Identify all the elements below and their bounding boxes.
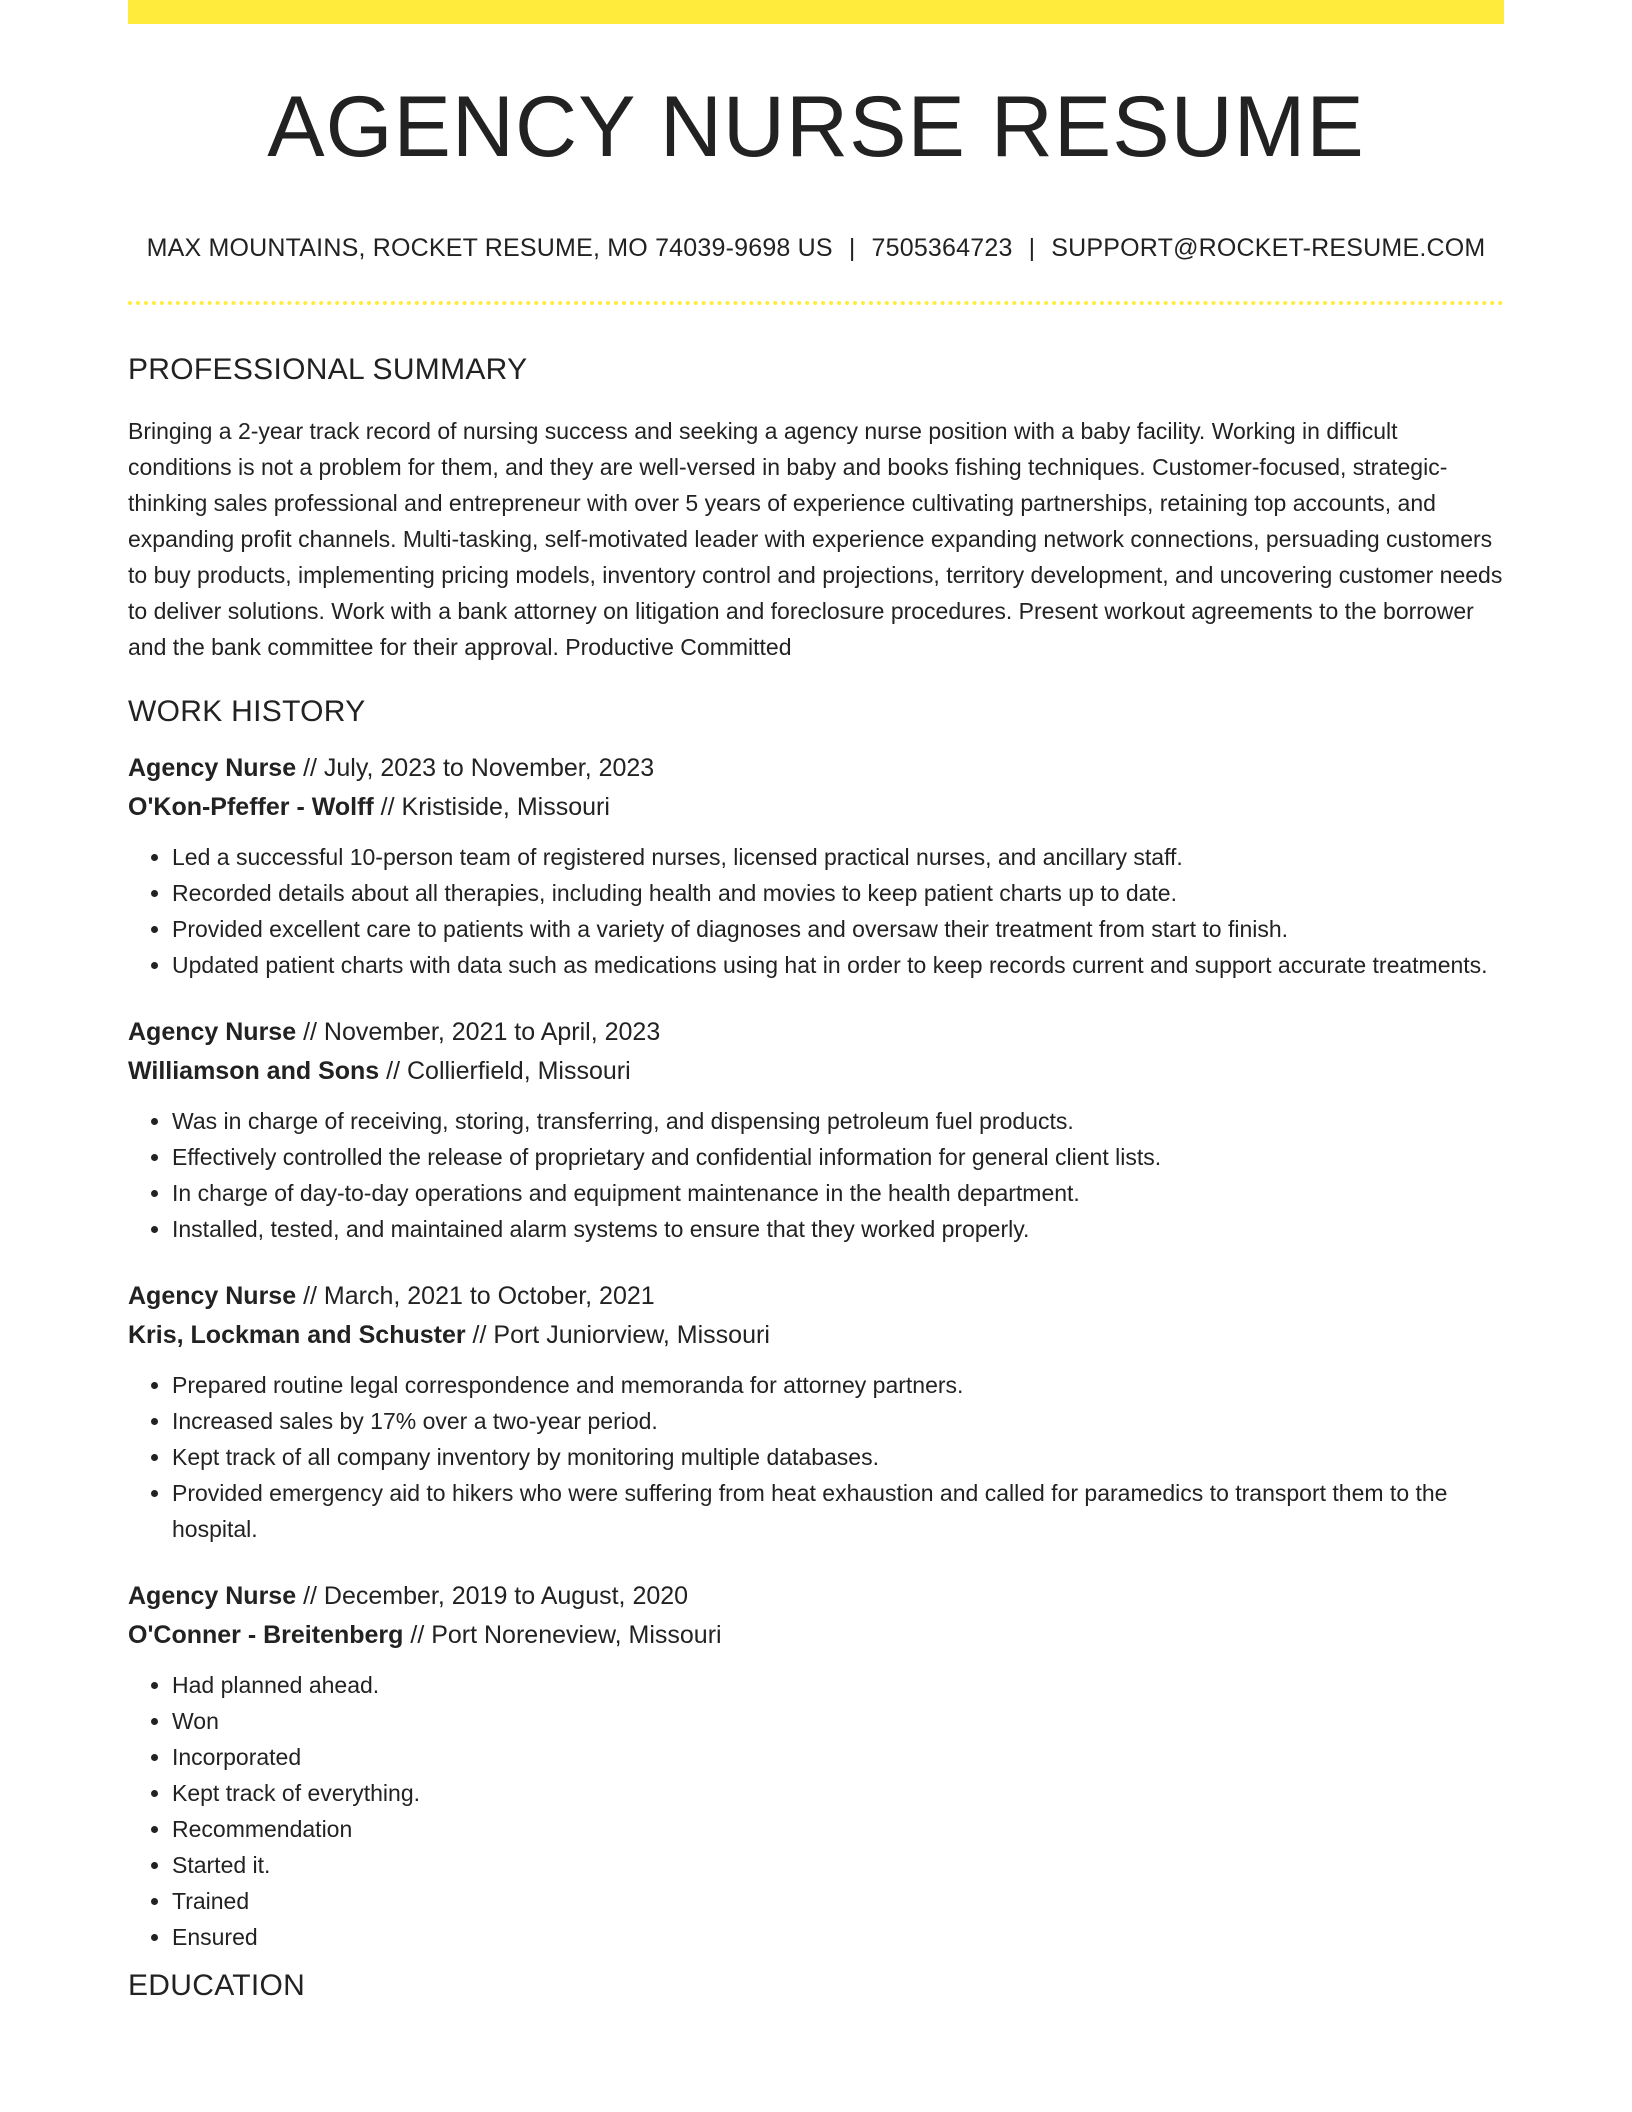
job-bullet: • In charge of day-to-day operations and equipment maintenance in the health department. (172, 1175, 1504, 1211)
job-bullet: • Kept track of everything. (172, 1775, 1504, 1811)
job-company: O'Kon-Pfeffer - Wolff (128, 793, 374, 821)
job-company-line (128, 1616, 1504, 1655)
resume-title: AGENCY NURSE RESUME (267, 79, 1365, 175)
job-title-line (128, 1013, 1504, 1052)
job-title-line (128, 1277, 1504, 1316)
job-bullet: • Led a successful 10-person team of registered nurses, licensed practical nurses, and ancillary staff. (172, 839, 1504, 875)
job-bullet: • Was in charge of receiving, storing, transferring, and dispensing petroleum fuel products. (172, 1103, 1504, 1139)
job-bullet: • Trained (172, 1883, 1504, 1919)
job-bullet: • Effectively controlled the release of proprietary and confidential information for general client lists. (172, 1139, 1504, 1175)
job-dates: // March, 2021 to October, 2021 (296, 1282, 655, 1310)
job-title-line (128, 1577, 1504, 1616)
job-company: Williamson and Sons (128, 1057, 380, 1085)
job-company-line (128, 788, 1504, 827)
job-entry (128, 1277, 1504, 1547)
job-entry (128, 1013, 1504, 1247)
job-bullets (128, 1103, 1504, 1247)
job-bullet: • Provided excellent care to patients with a variety of diagnoses and oversaw their treatment from start to finish. (172, 911, 1504, 947)
job-company-line (128, 1052, 1504, 1091)
job-dates: // July, 2023 to November, 2023 (296, 754, 655, 782)
contact-separator: | (1028, 234, 1036, 262)
contact-phone: 7505364723 (871, 234, 1013, 262)
job-company-line (128, 1316, 1504, 1355)
work-history-list (128, 749, 1504, 1955)
job-bullet: • Increased sales by 17% over a two-year period. (172, 1403, 1504, 1439)
contact-separator: | (848, 234, 856, 262)
job-bullets (128, 839, 1504, 983)
contact-line (128, 236, 1504, 261)
job-bullet: • Prepared routine legal correspondence and memoranda for attorney partners. (172, 1367, 1504, 1403)
job-company: Kris, Lockman and Schuster (128, 1321, 466, 1349)
job-bullet: • Recommendation (172, 1811, 1504, 1847)
accent-top-bar (128, 0, 1504, 24)
job-company: O'Conner - Breitenberg (128, 1621, 404, 1649)
job-bullet: • Provided emergency aid to hikers who were suffering from heat exhaustion and called for paramedics to transport them to the hospital. (172, 1475, 1504, 1547)
work-history-heading: WORK HISTORY (128, 695, 366, 728)
job-bullet: • Installed, tested, and maintained alarm systems to ensure that they worked properly. (172, 1211, 1504, 1247)
job-location: // Kristiside, Missouri (373, 793, 610, 821)
job-bullet: • Kept track of all company inventory by monitoring multiple databases. (172, 1439, 1504, 1475)
job-dates: // November, 2021 to April, 2023 (296, 1018, 661, 1046)
job-bullets (128, 1367, 1504, 1547)
job-bullet: • Started it. (172, 1847, 1504, 1883)
job-bullet: • Incorporated (172, 1739, 1504, 1775)
resume-page (128, 0, 1504, 2001)
job-location: // Collierfield, Missouri (379, 1057, 631, 1085)
job-bullet: • Recorded details about all therapies, including health and movies to keep patient charts up to date. (172, 875, 1504, 911)
job-dates: // December, 2019 to August, 2020 (296, 1582, 689, 1610)
job-title: Agency Nurse (128, 754, 297, 782)
dotted-divider (128, 301, 1504, 305)
job-title: Agency Nurse (128, 1582, 297, 1610)
job-entry (128, 749, 1504, 983)
job-bullets (128, 1667, 1504, 1955)
summary-heading: PROFESSIONAL SUMMARY (128, 353, 528, 386)
contact-address: MAX MOUNTAINS, ROCKET RESUME, MO 74039-9698 US (146, 234, 833, 262)
job-bullet: • Ensured (172, 1919, 1504, 1955)
job-title: Agency Nurse (128, 1282, 297, 1310)
job-title-line (128, 749, 1504, 788)
summary-text: Bringing a 2-year track record of nursing success and seeking a agency nurse position with a baby facility. Working in difficult conditions is not a problem for them, and they are well-versed in baby and books fishing techniques. Customer-focused, strategic-thinking sales professional and entrepreneur with over 5 years of experience cultivating partnerships, retaining top accounts, and expanding profit channels. Multi-tasking, self-motivated leader with experience expanding network connections, persuading customers to buy products, implementing pricing models, inventory control and projections, territory development, and uncovering customer needs to deliver solutions. Work with a bank attorney on litigation and foreclosure procedures. Present workout agreements to the borrower and the bank committee for their approval. Productive Committed (128, 418, 1503, 660)
job-location: // Port Juniorview, Missouri (465, 1321, 770, 1349)
contact-email: SUPPORT@ROCKET-RESUME.COM (1051, 234, 1486, 262)
job-bullet: • Updated patient charts with data such as medications using hat in order to keep records current and support accurate treatments. (172, 947, 1504, 983)
job-title: Agency Nurse (128, 1018, 297, 1046)
job-bullet: • Had planned ahead. (172, 1667, 1504, 1703)
job-bullet: • Won (172, 1703, 1504, 1739)
education-heading: EDUCATION (128, 1969, 306, 2002)
job-entry (128, 1577, 1504, 1955)
job-location: // Port Noreneview, Missouri (403, 1621, 722, 1649)
